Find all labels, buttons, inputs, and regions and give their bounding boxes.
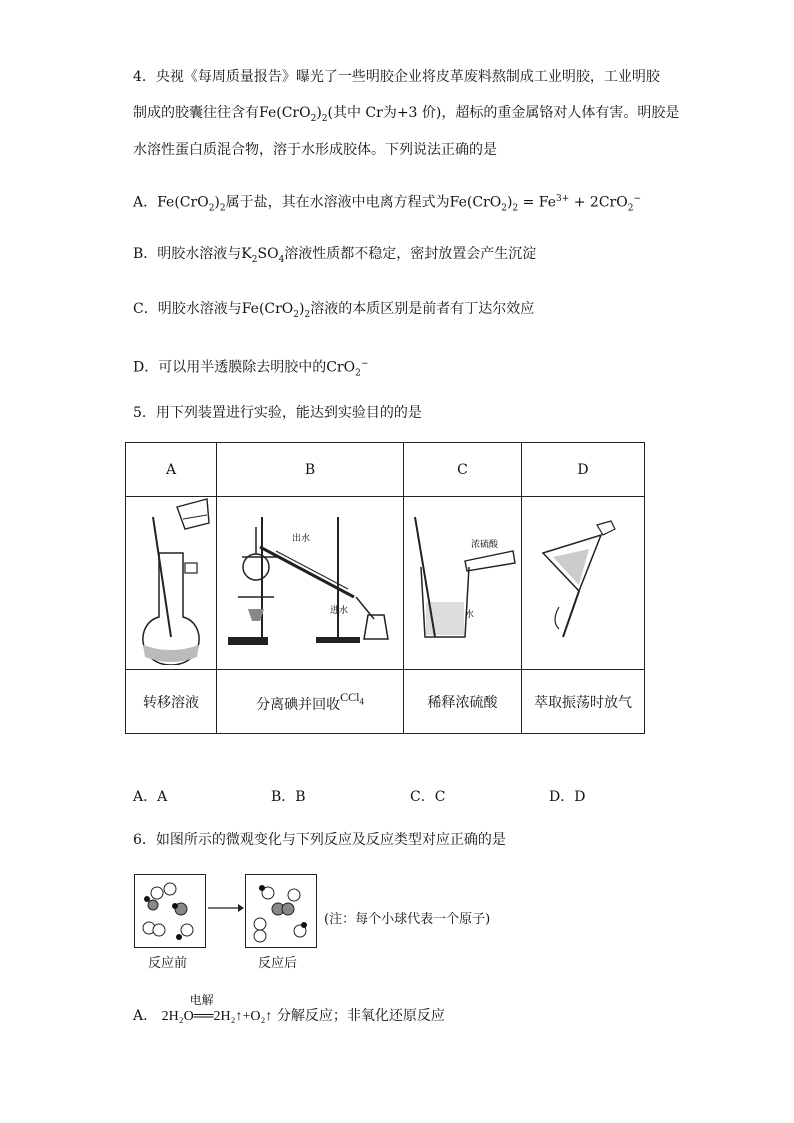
q4-option-d [133, 354, 368, 383]
q4-stem-line1: 4．央视《每周质量报告》曝光了一些明胶企业将皮革废料熬制成工业明胶，工业明胶 [133, 69, 660, 85]
text: = Fe [518, 194, 557, 211]
paren: ) [316, 105, 322, 121]
text: 溶液性质都不稳定，密封放置会产生沉淀 [284, 246, 537, 262]
subscript: 2 [355, 368, 361, 379]
apparatus-c-cell [404, 497, 522, 670]
text: SO [257, 246, 279, 262]
reaction-arrow-icon [206, 902, 244, 914]
equation [161, 993, 273, 1027]
q4-option-b [133, 244, 536, 270]
subscript: 2 [251, 254, 258, 265]
q6-stem: 6．如图所示的微观变化与下列反应及反应类型对应正确的是 [133, 832, 506, 848]
subscript: 2 [304, 309, 311, 320]
after-label: 反应后 [258, 956, 298, 971]
q5-option-a: A．A [133, 789, 168, 805]
subscript: 2 [293, 309, 300, 320]
reaction-type: 分解反应；非氧化还原反应 [276, 1008, 445, 1024]
condition-label: 电解 [189, 993, 214, 1007]
superscript: − [360, 359, 369, 369]
caption-d: 萃取振荡时放气 [522, 670, 645, 734]
caption-b-text: 分离碘并回收 [256, 696, 341, 713]
q6-note: (注：每个小球代表一个原子) [324, 912, 491, 927]
distillation-apparatus-image [218, 497, 402, 665]
after-reaction-box [245, 874, 317, 948]
before-label: 反应前 [148, 956, 188, 971]
q6-option-a [133, 993, 445, 1027]
text: D．可以用半透膜除去明胶中的CrO [133, 359, 356, 376]
text: 溶液的本质区别是前者有丁达尔效应 [310, 301, 535, 317]
subscript: 4 [278, 254, 285, 265]
q5-stem: 5．用下列装置进行实验，能达到实验目的的是 [133, 405, 422, 421]
header-d: D [522, 443, 645, 497]
header-a: A [126, 443, 217, 497]
q5-option-d: D．D [549, 789, 586, 805]
subscript: 2 [321, 113, 328, 124]
apparatus-a-cell [126, 497, 217, 670]
q4-stem-text: (其中 Cr为+3 价)，超标的重金属铬对人体有害。明胶是 [327, 105, 680, 121]
subscript: 2 [310, 113, 317, 124]
subscript: 2 [512, 203, 519, 214]
text: 属于盐，其在水溶液中电离方程式为Fe(CrO [225, 194, 502, 211]
q4-stem-line2 [133, 103, 679, 129]
in-water-label: 进水 [330, 606, 349, 616]
subscript: 2 [219, 203, 226, 214]
water-label: 水 [465, 610, 475, 620]
superscript: 3+ [556, 194, 570, 204]
subscript: 4 [359, 695, 364, 706]
subscript: 2 [501, 203, 507, 214]
text: C．明胶水溶液与Fe(CrO [133, 301, 294, 317]
conc-acid-label: 浓硫酸 [471, 540, 499, 550]
q5-option-b: B．B [271, 789, 306, 805]
text: + 2CrO [569, 194, 628, 211]
caption-b [217, 670, 404, 734]
apparatus-d-cell [522, 497, 645, 670]
text: B．明胶水溶液与K [133, 246, 252, 262]
option-letter: A． [133, 1008, 158, 1024]
before-particles [135, 875, 205, 947]
separatory-funnel-image [523, 497, 643, 665]
q4-formula-text: 制成的胶囊往往含有Fe(CrO [133, 105, 311, 121]
header-b: B [217, 443, 404, 497]
subscript: 2 [208, 203, 215, 214]
apparatus-b-cell [217, 497, 404, 670]
before-reaction-box [134, 874, 206, 948]
subscript: 2 [627, 203, 634, 214]
ccl4-text: CCl [340, 689, 360, 704]
equation-text: 2H₂O══2H₂↑+O₂↑ [161, 1009, 273, 1024]
q5-option-c: C．C [410, 789, 446, 805]
text: A．Fe(CrO [133, 194, 209, 211]
volumetric-flask-transfer-image [127, 497, 215, 665]
caption-a: 转移溶液 [126, 670, 217, 734]
superscript: − [633, 194, 641, 204]
ccl4-formula [340, 690, 364, 704]
after-particles [246, 875, 316, 947]
out-water-label: 出水 [292, 534, 311, 544]
q4-option-a: A．$Fe(CrO_2)_2$属于盐，其在水溶液中电离方程式为$Fe(CrO_2)_2 = Fe^{3+} + 2CrO_2^-$ [133, 194, 641, 214]
q4-stem-line3: 水溶性蛋白质混合物，溶于水形成胶体。下列说法正确的是 [133, 142, 497, 158]
dilute-acid-image [405, 497, 520, 665]
header-c: C [404, 443, 522, 497]
caption-c: 稀释浓硫酸 [404, 670, 522, 734]
q4-option-c: C．明胶水溶液与$Fe(CrO_2)_2$溶液的本质区别是前者有丁达尔效应 [133, 301, 535, 320]
q5-apparatus-table [125, 442, 645, 734]
